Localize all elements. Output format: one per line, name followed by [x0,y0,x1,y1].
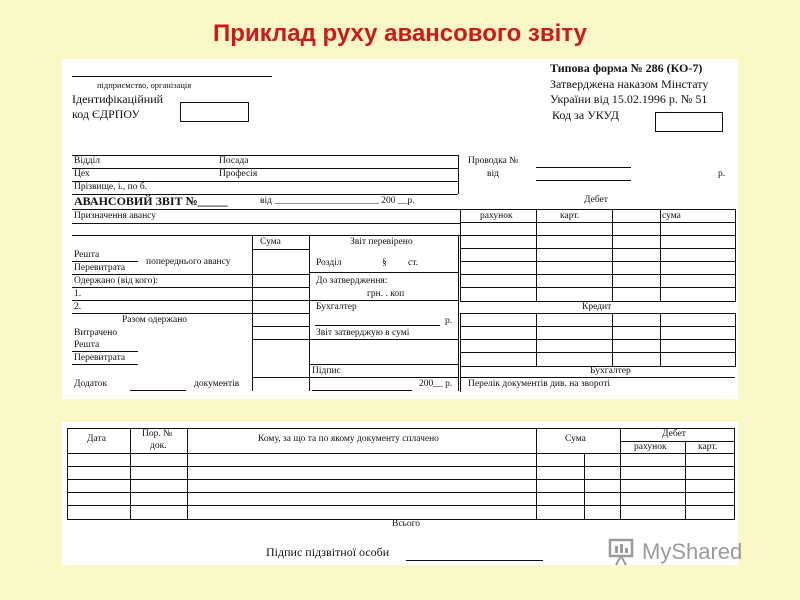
col-date: Дата [87,434,106,444]
col-debit-account: рахунок [634,442,667,452]
total-received-label: Разом одержано [122,315,188,325]
purpose-label: Призначення авансу [74,211,156,221]
id-label: Ідентифікаційний [72,92,164,106]
table-row [67,492,734,493]
org-name-line [72,76,272,77]
col-debit: Дебет [662,429,686,439]
shop-label: Цех [74,169,90,179]
accountant-right-label: Бухгалтер [590,366,631,376]
ukud-label: Код за УКУД [552,108,619,122]
signature-line [406,560,543,561]
page-title: Приклад руху авансового звіту [213,20,587,47]
attachment-date: 200__ р. [419,379,453,389]
overspent-label: Перевитрата [74,263,126,273]
documents-label: документів [194,379,240,389]
approved-date: України від 15.02.1996 р. № 51 [550,92,708,106]
edrpou-label: код ЄДРПОУ [72,107,140,121]
checked-label: Звіт перевірено [350,237,413,247]
credit-label: Кредит [582,302,612,312]
watermark-text: MyShared [642,539,743,564]
col-to-whom: Кому, за що та по якому документу сплачено [258,434,439,444]
spent-label: Витрачено [74,328,118,338]
debit-label: Дебет [584,195,608,205]
report-title: АВАНСОВИЙ ЗВІТ №_____ [74,194,228,208]
table-row [67,505,734,506]
doc-list-note: Перелік документів див. на звороті [468,379,610,389]
article-label: ст. [408,258,419,268]
uah-kop-label: грн. . коп [367,289,405,299]
received-row-1: 1. [74,289,82,299]
sum-column-header: Сума [260,237,281,247]
approve-sum-label: Звіт затверджую в сумі [316,328,410,338]
debit-sum-header: сума [662,211,681,221]
position-label: Посада [219,156,249,166]
received-row-2: 2. [74,302,82,312]
remainder-label: Решта [74,250,100,260]
table-row [67,466,734,467]
col-debit-card: карт. [698,442,718,452]
prev-advance-label: попереднього авансу [146,257,231,267]
signature-accountable-label: Підпис підзвітної особи [266,545,390,559]
presentation-icon [608,538,638,566]
col-doc-no: Пор. № [142,429,173,439]
edrpou-code-box[interactable] [180,102,249,122]
form-title: Типова форма № 286 (КО-7) [550,61,703,75]
credit-grid [460,313,736,367]
signature-label: Підпис [312,366,341,376]
advance-report-form [62,59,738,399]
year-suffix-right: р. [718,169,726,179]
debit-card-header: карт. [560,211,580,221]
ukud-code-box[interactable] [655,112,723,132]
remainder2-label: Решта [74,340,100,350]
name-label: Прізвище, і., по б. [74,182,148,192]
posting-label: Проводка № [468,156,519,166]
col-sum: Сума [565,434,586,444]
table-row [67,453,734,454]
accountant-label: Бухгалтер [316,302,357,312]
profession-label: Професія [219,169,258,179]
col-doc-no-2: док. [150,441,167,451]
debit-account-header: рахунок [480,211,513,221]
org-caption: підприємство, організація [97,80,192,90]
total-label: Всього [392,519,421,529]
paragraph-label: § [382,258,387,268]
overspent2-label: Перевитрата [74,353,126,363]
approved-line: Затверджена наказом Мінстату [550,77,709,91]
report-date: від ______________________ 200 __р. [260,196,415,206]
received-from-label: Одержано (від кого): [74,276,159,286]
attachment-label: Додаток [74,379,108,389]
section-label: Розділ [316,258,342,268]
posting-from-label: від [487,169,499,179]
watermark-logo [608,538,742,566]
year-suffix-left: р. [445,316,453,326]
dept-label: Відділ [74,156,101,166]
for-approval-label: До затвердження: [316,276,388,286]
table-row [67,479,734,480]
